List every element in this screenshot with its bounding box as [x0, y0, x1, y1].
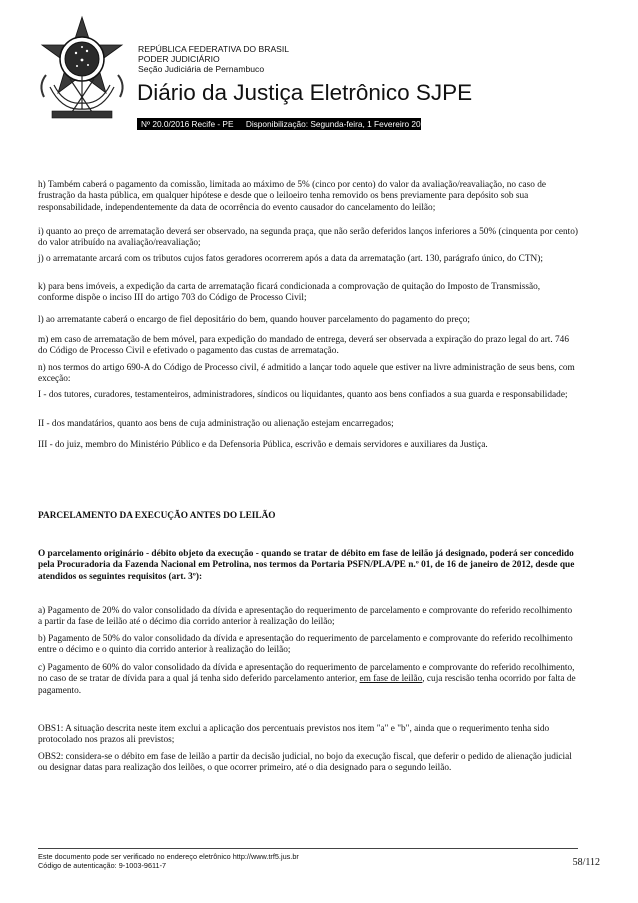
footer-verify-text: Este documento pode ser verificado no endereço eletrônico http://www.trf5.jus.br [38, 852, 299, 861]
requirement-c-underlined: em fase de leilão [359, 674, 423, 685]
section-title: PARCELAMENTO DA EXECUÇÃO ANTES DO LEILÃO [38, 511, 276, 521]
page-number: 58/112 [572, 857, 600, 868]
requirement-c [38, 663, 578, 697]
requirement-a: a) Pagamento de 20% do valor consolidado da dívida e apresentação do requerimento de parcelamento e comprovante do referido recolhimento a partir da fase de leilão até o décimo dia corrido anterior à realização do leilão; [38, 606, 573, 628]
paragraph-j: j) o arrematante arcará com os tributos cujos fatos geradores ocorrerem após a data da arrematação (art. 130, parágrafo único, do CTN); [38, 254, 543, 264]
requirement-b: b) Pagamento de 50% do valor consolidado da dívida e apresentação do requerimento de parcelamento e comprovante do referido recolhimento entre o décimo e o quinto dia corrido anterior à realização do leilão; [38, 634, 573, 656]
paragraph-i: i) quanto ao preço de arrematação deverá ser observado, na segunda praça, que não serão deferidos lanços inferiores a 50% (cinquenta por cento) do valor atribuído na avaliação/reavaliação; [38, 227, 579, 249]
paragraph-n: n) nos termos do artigo 690-A do Código de Processo civil, é admitido a lançar todo aquele que estiver na livre administração de seus bens, com exceção: [38, 363, 575, 385]
observation-1: OBS1: A situação descrita neste item exclui a aplicação dos percentuais previstos nos item "a" e "b", ainda que o requerimento tenha sido protocolado nos prazos ali previstos; [38, 724, 550, 746]
paragraph-h: h) Também caberá o pagamento da comissão, limitada ao máximo de 5% (cinco por cento) do valor da avaliação/reavaliação, no caso de frustração da hasta pública, em qualquer hipótese e desde que o leiloeiro tenha removido os bens previamente para depósito sob sua responsabilidade, independentemente da data de ocorrência do evento causador do cancelamento do leilão; [38, 180, 546, 213]
paragraph-roman-2: II - dos mandatários, quanto aos bens de cuja administração ou alienação estejam encarregados; [38, 419, 394, 429]
paragraph-m: m) em caso de arrematação de bem móvel, para expedição do mandado de entrega, deverá ser observada a expiração do prazo legal do art. 746 do Código de Processo Civil e efetivado o pagamento das custas de arrematação. [38, 335, 569, 357]
header-section: Seção Judiciária de Pernambuco [138, 64, 265, 74]
footer-auth-code: Código de autenticação: 9-1003-9611-7 [38, 861, 167, 870]
paragraph-roman-3: III - do juiz, membro do Ministério Público e da Defensoria Pública, escrivão e demais servidores e auxiliares da Justiça. [38, 440, 488, 450]
availability-date: Disponibilização: Segunda-feira, 1 Fevereiro 2016 [245, 119, 430, 129]
header-judiciary: PODER JUDICIÁRIO [138, 54, 220, 64]
observation-2: OBS2: considera-se o débito em fase de leilão a partir da decisão judicial, no bojo da execução fiscal, que deferir o pedido de alienação judicial ou designar datas para realização dos leilões, o que ocorrer primeiro, até o dia designado para o segundo leilão. [38, 752, 572, 774]
paragraph-l: l) ao arrematante caberá o encargo de fiel depositário do bem, quando houver parcelamento do pagamento do preço; [38, 315, 470, 325]
footer-divider [38, 848, 578, 849]
paragraph-roman-1: I - dos tutores, curadores, testamenteiros, administradores, síndicos ou liquidantes, quanto aos bens confiados a sua guarda e responsabilidade; [38, 390, 568, 400]
edition-number: Nº 20.0/2016 Recife - PE [141, 119, 234, 129]
journal-title: Diário da Justiça Eletrônico SJPE [137, 80, 473, 105]
requirement-c-text: c) Pagamento de 60% do valor consolidado da dívida e apresentação do requerimento de parcelamento e comprovante do referido recolhimento, no caso de se tratar de dívida para a qual já tenha sido deferido parcelamento anterior, [38, 663, 575, 685]
header-republic: REPÚBLICA FEDERATIVA DO BRASIL [138, 44, 290, 54]
requirement-c-end: , cuja rescisão tenha ocorrido por falta de pagamento. [38, 674, 576, 696]
edition-bar [137, 118, 430, 130]
paragraph-k: k) para bens imóveis, a expedição da carta de arrematação ficará condicionada a comprovação de quitação do Imposto de Transmissão, conforme dispõe o inciso III do artigo 703 do Código de Processo Civil; [38, 282, 541, 304]
parcelamento-intro: O parcelamento originário - débito objeto da execução - quando se tratar de débito em fase de leilão já designado, poderá ser concedido pela Procuradoria da Fazenda Nacional em Petrolina, nos termos da Portaria PSFN/PLA/PE n.º 01, de 16 de janeiro de 2012, desde que atendidos os seguintes requisitos (art. 3º): [38, 549, 575, 582]
coat-of-arms-emblem [32, 15, 132, 123]
